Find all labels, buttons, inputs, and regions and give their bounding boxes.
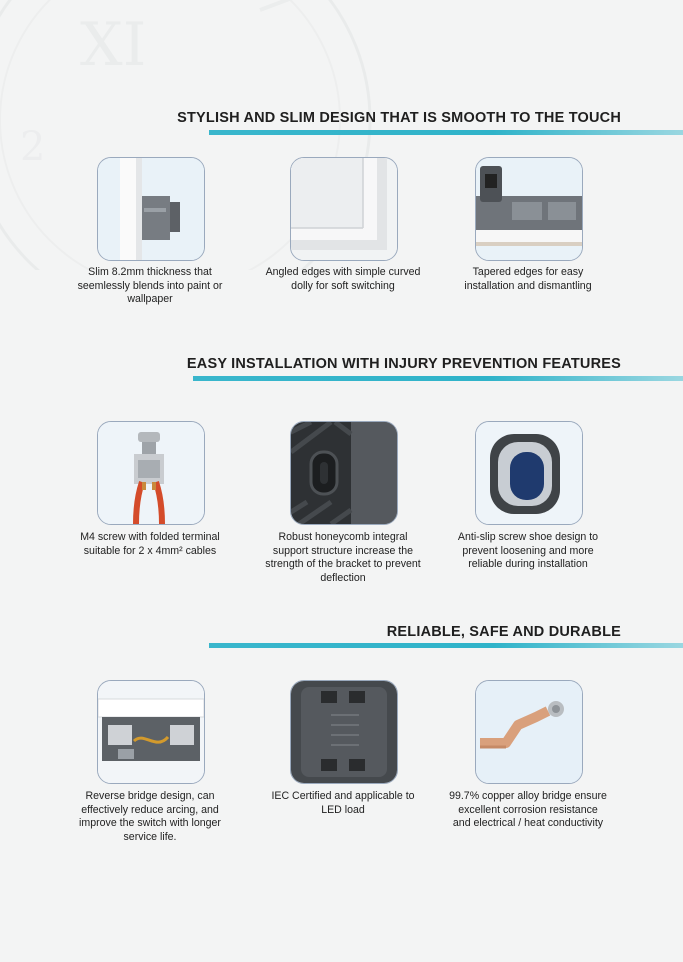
- feature-image-angled: [290, 157, 398, 261]
- section-heading-reliable: RELIABLE, SAFE AND DURABLE: [386, 624, 621, 640]
- section-heading-design: STYLISH AND SLIM DESIGN THAT IS SMOOTH TO THE TOUCH: [177, 110, 621, 126]
- feature-caption-reverse-bridge: Reverse bridge design, can effectively reduce arcing, and improve the switch with longer service life.: [79, 790, 221, 843]
- iec-module-icon: [291, 681, 397, 783]
- copper-bridge-icon: [476, 681, 582, 783]
- reverse-bridge-icon: [98, 681, 204, 783]
- feature-caption-angled: Angled edges with simple curved dolly for soft switching: [265, 266, 421, 292]
- section-heading-installation: EASY INSTALLATION WITH INJURY PREVENTION FEATURES: [186, 356, 621, 372]
- slim-switch-side-icon: [98, 158, 204, 260]
- feature-caption-slim: Slim 8.2mm thickness that seemlessly blends into paint or wallpaper: [77, 266, 223, 306]
- feature-image-slim: [97, 157, 205, 261]
- feature-caption-iec: IEC Certified and applicable to LED load: [271, 790, 415, 816]
- feature-image-screw: [97, 421, 205, 525]
- feature-image-copper: [475, 680, 583, 784]
- anti-slip-shoe-icon: [476, 422, 582, 524]
- feature-caption-anti-slip: Anti-slip screw shoe design to prevent loosening and more reliable during installation: [457, 531, 599, 571]
- m4-screw-terminal-icon: [98, 422, 204, 524]
- svg-text:2: 2: [20, 124, 46, 170]
- section-divider-design: [209, 130, 683, 135]
- section-divider-reliable: [209, 643, 683, 648]
- feature-caption-tapered: Tapered edges for easy installation and dismantling: [464, 266, 592, 292]
- feature-image-iec: [290, 680, 398, 784]
- svg-text:XI: XI: [80, 10, 147, 80]
- tapered-edge-icon: [476, 158, 582, 260]
- feature-image-anti-slip: [475, 421, 583, 525]
- feature-caption-copper: 99.7% copper alloy bridge ensure excellent corrosion resistance and electrical / heat conductivity: [449, 790, 607, 830]
- feature-image-honeycomb: [290, 421, 398, 525]
- feature-caption-screw: M4 screw with folded terminal suitable for 2 x 4mm² cables: [80, 531, 220, 557]
- section-divider-installation: [193, 376, 683, 381]
- honeycomb-bracket-icon: [291, 422, 397, 524]
- feature-image-reverse-bridge: [97, 680, 205, 784]
- feature-caption-honeycomb: Robust honeycomb integral support structure increase the strength of the bracket to prevent deflection: [265, 531, 421, 584]
- angled-edge-icon: [291, 158, 397, 260]
- feature-image-tapered: [475, 157, 583, 261]
